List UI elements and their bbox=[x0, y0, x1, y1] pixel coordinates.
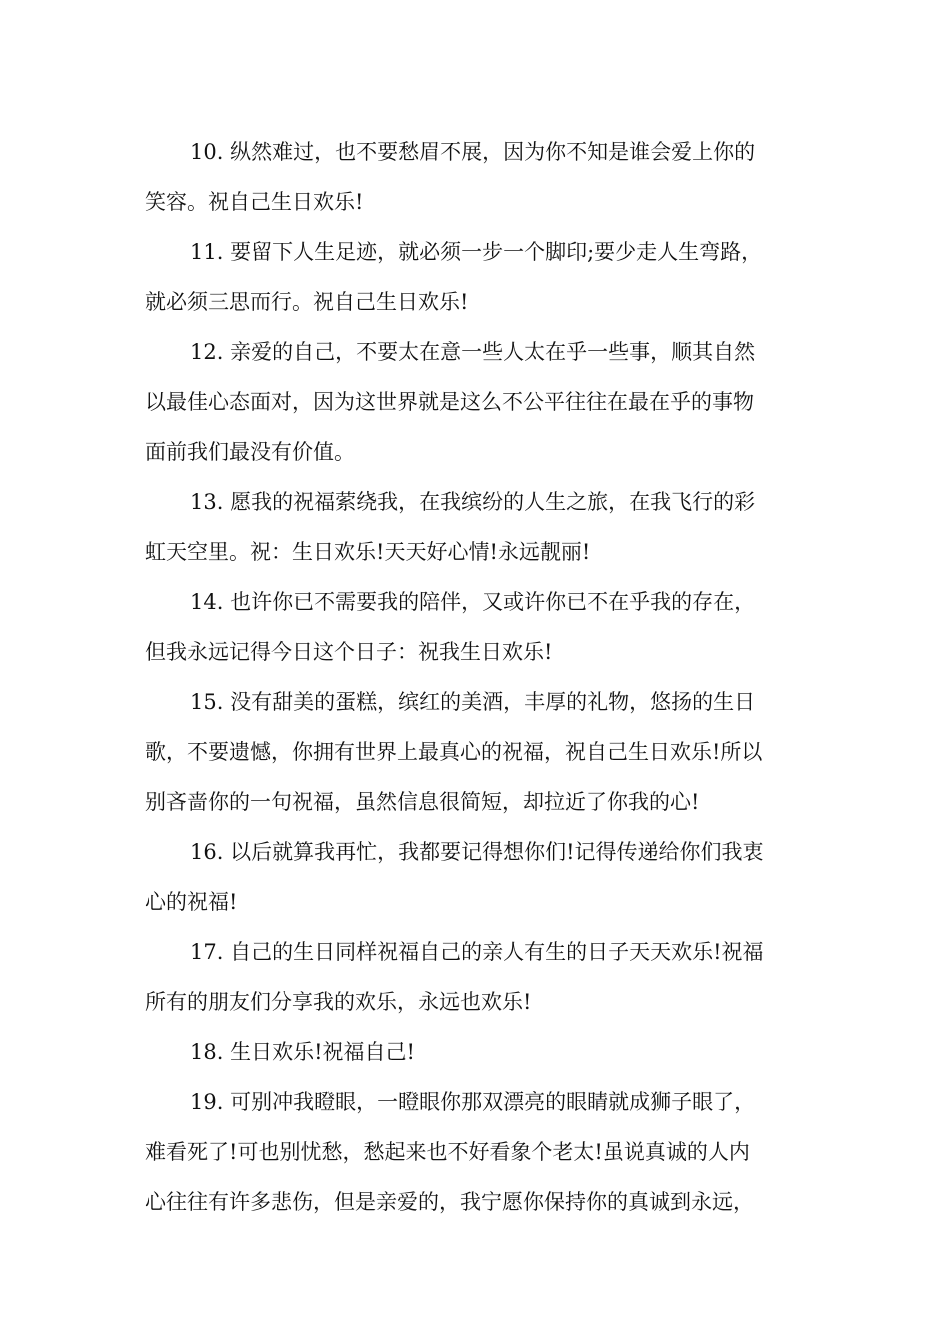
document-body bbox=[145, 127, 810, 1227]
paragraph-19 bbox=[145, 1077, 810, 1227]
paragraph-11 bbox=[145, 227, 810, 327]
text-line: 16. 以后就算我再忙，我都要记得想你们!记得传递给你们我衷 bbox=[190, 840, 764, 864]
text-line: 难看死了!可也别忧愁，愁起来也不好看象个老太!虽说真诚的人内 bbox=[145, 1140, 750, 1164]
paragraph-10 bbox=[145, 127, 810, 227]
text-line: 14. 也许你已不需要我的陪伴，又或许你已不在乎我的存在， bbox=[190, 590, 756, 614]
text-line: 但我永远记得今日这个日子：祝我生日欢乐! bbox=[145, 640, 553, 664]
paragraph-13 bbox=[145, 477, 810, 577]
text-line: 12. 亲爱的自己，不要太在意一些人太在乎一些事，顺其自然 bbox=[190, 340, 756, 364]
text-line: 面前我们最没有价值。 bbox=[145, 440, 355, 464]
text-line: 18. 生日欢乐!祝福自己! bbox=[190, 1040, 415, 1064]
text-line: 17. 自己的生日同样祝福自己的亲人有生的日子天天欢乐!祝福 bbox=[190, 940, 764, 964]
text-line: 所有的朋友们分享我的欢乐，永远也欢乐! bbox=[145, 990, 532, 1014]
paragraph-18 bbox=[145, 1027, 810, 1077]
text-line: 15. 没有甜美的蛋糕，缤红的美酒，丰厚的礼物，悠扬的生日 bbox=[190, 690, 756, 714]
text-line: 10. 纵然难过，也不要愁眉不展，因为你不知是谁会爱上你的 bbox=[190, 140, 756, 164]
text-line: 心的祝福! bbox=[145, 890, 238, 914]
paragraph-14 bbox=[145, 577, 810, 677]
text-line: 虹天空里。祝：生日欢乐!天天好心情!永远靓丽! bbox=[145, 540, 591, 564]
paragraph-17 bbox=[145, 927, 810, 1027]
paragraph-16 bbox=[145, 827, 810, 927]
text-line: 心往往有许多悲伤，但是亲爱的，我宁愿你保持你的真诚到永远， bbox=[145, 1190, 754, 1214]
text-line: 就必须三思而行。祝自己生日欢乐! bbox=[145, 290, 469, 314]
text-line: 歌，不要遗憾，你拥有世界上最真心的祝福，祝自己生日欢乐!所以 bbox=[145, 740, 763, 764]
text-line: 以最佳心态面对，因为这世界就是这么不公平往往在最在乎的事物 bbox=[145, 390, 754, 414]
paragraph-15 bbox=[145, 677, 810, 827]
text-line: 19. 可别冲我瞪眼，一瞪眼你那双漂亮的眼睛就成狮子眼了， bbox=[190, 1090, 756, 1114]
text-line: 别吝啬你的一句祝福，虽然信息很简短，却拉近了你我的心! bbox=[145, 790, 700, 814]
text-line: 13. 愿我的祝福萦绕我，在我缤纷的人生之旅，在我飞行的彩 bbox=[190, 490, 756, 514]
paragraph-12 bbox=[145, 327, 810, 477]
text-line: 笑容。祝自己生日欢乐! bbox=[145, 190, 364, 214]
text-line: 11. 要留下人生足迹，就必须一步一个脚印;要少走人生弯路， bbox=[190, 240, 763, 264]
